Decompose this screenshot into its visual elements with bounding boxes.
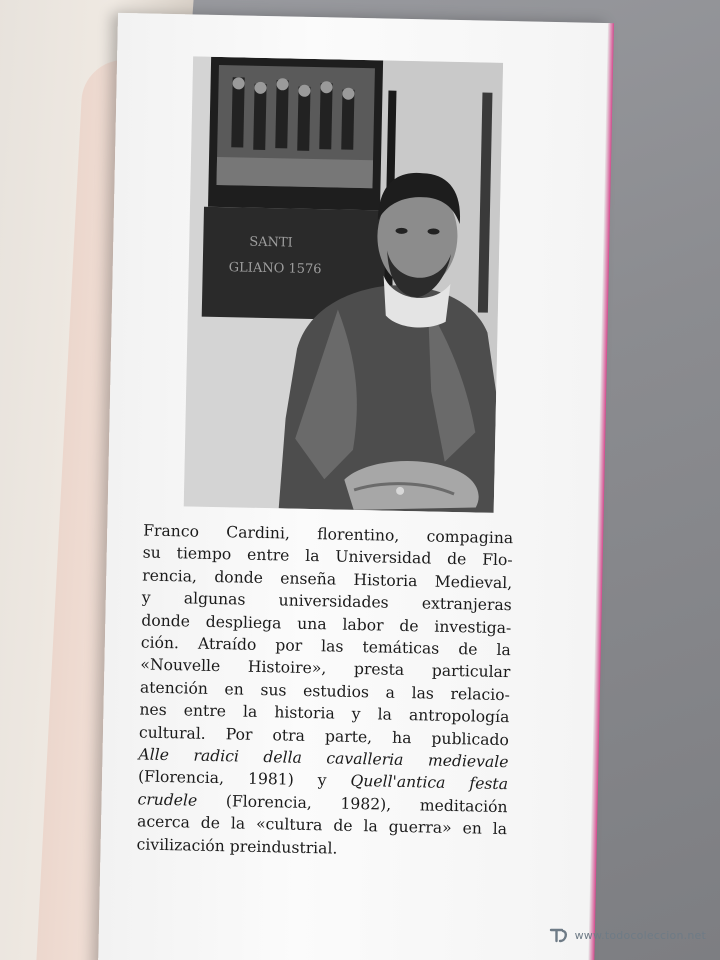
bio-line: cultural. Por otra parte, ha publicado [138, 723, 510, 749]
bio-line: acerca de la «cultura de la guerra» en la [136, 812, 508, 839]
bio-line: atención en sus estudios a las relacio- [139, 678, 511, 705]
bio-line: civilización preindustrial. [136, 835, 338, 858]
book-jacket-flap [98, 13, 610, 960]
bio-line: «Nouvelle Histoire», presta particular [140, 655, 511, 682]
bio-text: (Florencia, 1981) y [137, 767, 351, 791]
author-photo [184, 56, 503, 512]
watermark-text: www.todocoleccion.net [574, 928, 706, 942]
bio-line: y algunas universidades extranjeras [141, 588, 512, 615]
author-photo-drawing [184, 56, 503, 512]
bio-line: ción. Atraído por las temáticas de la [140, 633, 511, 660]
bio-line: rencia, donde enseña Historia Medieval, [142, 566, 513, 593]
painting-inscription-1: SANTI [249, 234, 293, 251]
book-title-crudele: crudele [137, 790, 198, 810]
bio-line: Franco Cardini, florentino, compagina [143, 521, 514, 548]
book-title-festa: Quell'antica festa [350, 772, 509, 794]
painting-inscription-2: GLIANO 1576 [228, 260, 322, 278]
bio-line: nes entre la historia y la antropología [139, 700, 510, 727]
bio-line: su tiempo entre la Universidad de Flo- [142, 543, 513, 570]
author-bio [136, 519, 513, 863]
todocoleccion-logo-icon [548, 926, 570, 944]
book-title-cavalleria: Alle radici della cavalleria medievale [138, 745, 509, 772]
watermark [548, 926, 706, 944]
bio-text: (Florencia, 1982), meditación [197, 791, 508, 817]
bio-line: donde despliega una labor de investiga- [141, 611, 512, 637]
